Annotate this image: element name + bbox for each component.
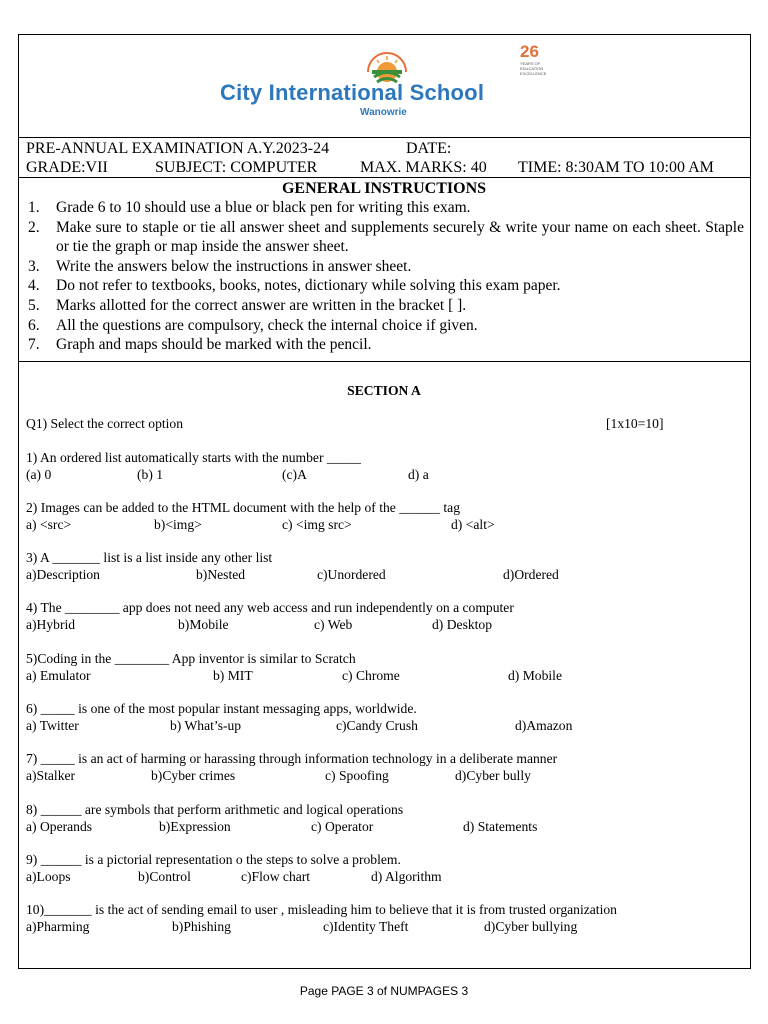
exam-title: PRE-ANNUAL EXAMINATION A.Y.2023-24 bbox=[26, 140, 330, 157]
option-a: a)Pharming bbox=[26, 919, 90, 934]
instruction-item: 5. Marks allotted for the correct answer are written in the bracket [ ]. bbox=[28, 296, 467, 314]
question-text: 10)_______ is the act of sending email to user , misleading him to believe that it is from trusted organization bbox=[26, 902, 617, 917]
option-a: a) Emulator bbox=[26, 668, 91, 683]
anniversary-text: YEARS OF EDUCATION EXCELLENCE bbox=[520, 61, 547, 76]
instructions-heading: GENERAL INSTRUCTIONS bbox=[281, 180, 487, 197]
instruction-item: 7. Graph and maps should be marked with the pencil. bbox=[28, 336, 372, 354]
logo-divider bbox=[18, 137, 751, 138]
option-a: a) Twitter bbox=[26, 718, 79, 733]
option-a: a) <src> bbox=[26, 517, 72, 532]
option-b: b)Cyber crimes bbox=[151, 768, 236, 783]
subject-label: SUBJECT: COMPUTER bbox=[155, 159, 318, 176]
instruction-item: 1. Grade 6 to 10 should use a blue or black pen for writing this exam. bbox=[28, 199, 471, 216]
option-c: c) Spoofing bbox=[325, 768, 389, 783]
details-divider bbox=[18, 177, 751, 178]
question-text: 2) Images can be added to the HTML document with the help of the ______ tag bbox=[26, 500, 460, 515]
option-a: a) Operands bbox=[26, 819, 93, 834]
page-footer: Page PAGE 3 of NUMPAGES 3 bbox=[299, 984, 469, 998]
instructions-list bbox=[22, 198, 744, 355]
option-c: c) Chrome bbox=[342, 668, 400, 683]
q1-label: Q1) Select the correct option bbox=[26, 416, 184, 431]
question-text: 7) _____ is an act of harming or harassing through information technology in a deliberate manner bbox=[26, 751, 558, 766]
option-c: c)Identity Theft bbox=[323, 919, 409, 934]
school-location: Wanowrie bbox=[360, 107, 407, 118]
option-b: b)<img> bbox=[154, 517, 202, 532]
date-label: DATE: bbox=[406, 140, 452, 157]
option-c: (c)A bbox=[282, 467, 307, 482]
instruction-item: 4. Do not refer to textbooks, books, notes, dictionary while solving this exam paper. bbox=[28, 277, 561, 295]
instruction-item: 2. Make sure to staple or tie all answer sheet and supplements securely & write your name on each sheet. Staple or tie the graph or map inside the answer sheet. bbox=[28, 218, 744, 256]
school-name: City International School bbox=[220, 80, 485, 105]
question-text: 6) _____ is one of the most popular instant messaging apps, worldwide. bbox=[26, 701, 417, 716]
q1-marks: [1x10=10] bbox=[606, 416, 664, 431]
anniversary-badge: 26 bbox=[520, 42, 539, 61]
option-d: d)Cyber bullying bbox=[484, 919, 578, 934]
instruction-item: 6. All the questions are compulsory, check the internal choice if given. bbox=[28, 316, 478, 334]
option-d: d)Ordered bbox=[503, 567, 559, 582]
max-marks-label: MAX. MARKS: 40 bbox=[360, 159, 487, 176]
question-text: 1) An ordered list automatically starts with the number _____ bbox=[26, 450, 361, 465]
option-b: b)Mobile bbox=[178, 617, 229, 632]
question-text: 3) A _______ list is a list inside any other list bbox=[26, 550, 273, 565]
option-b: b) MIT bbox=[213, 668, 253, 683]
option-a: (a) 0 bbox=[26, 467, 52, 482]
instruction-item: 3. Write the answers below the instructions in answer sheet. bbox=[28, 257, 412, 275]
option-d: d) a bbox=[408, 467, 429, 482]
option-b: b)Control bbox=[138, 869, 191, 884]
option-b: b)Phishing bbox=[172, 919, 231, 934]
option-d: d) <alt> bbox=[451, 517, 495, 532]
option-c: c) Web bbox=[314, 617, 353, 632]
option-a: a)Loops bbox=[26, 869, 71, 884]
option-d: d) Statements bbox=[463, 819, 538, 834]
question-text: 5)Coding in the ________ App inventor is similar to Scratch bbox=[26, 651, 356, 666]
option-b: b) What’s-up bbox=[170, 718, 242, 733]
option-d: d) Algorithm bbox=[371, 869, 442, 884]
option-d: d) Desktop bbox=[432, 617, 493, 632]
option-b: (b) 1 bbox=[137, 467, 164, 482]
option-a: a)Description bbox=[26, 567, 100, 582]
question-text: 4) The ________ app does not need any web access and run independently on a computer bbox=[26, 600, 514, 615]
option-a: a)Stalker bbox=[26, 768, 76, 783]
option-b: b)Expression bbox=[159, 819, 231, 834]
question-text: 8) ______ are symbols that perform arithmetic and logical operations bbox=[26, 802, 404, 817]
option-b: b)Nested bbox=[196, 567, 246, 582]
option-c: c)Flow chart bbox=[241, 869, 311, 884]
section-title: SECTION A bbox=[347, 383, 421, 398]
question-text: 9) ______ is a pictorial representation o the steps to solve a problem. bbox=[26, 852, 401, 867]
option-c: c) <img src> bbox=[282, 517, 352, 532]
grade-label: GRADE:VII bbox=[26, 159, 108, 176]
option-c: c)Candy Crush bbox=[336, 718, 418, 733]
option-c: c) Operator bbox=[311, 819, 374, 834]
option-d: d)Cyber bully bbox=[455, 768, 531, 783]
option-a: a)Hybrid bbox=[26, 617, 76, 632]
option-c: c)Unordered bbox=[317, 567, 386, 582]
option-d: d)Amazon bbox=[515, 718, 573, 733]
option-d: d) Mobile bbox=[508, 668, 562, 683]
time-label: TIME: 8:30AM TO 10:00 AM bbox=[518, 159, 714, 176]
